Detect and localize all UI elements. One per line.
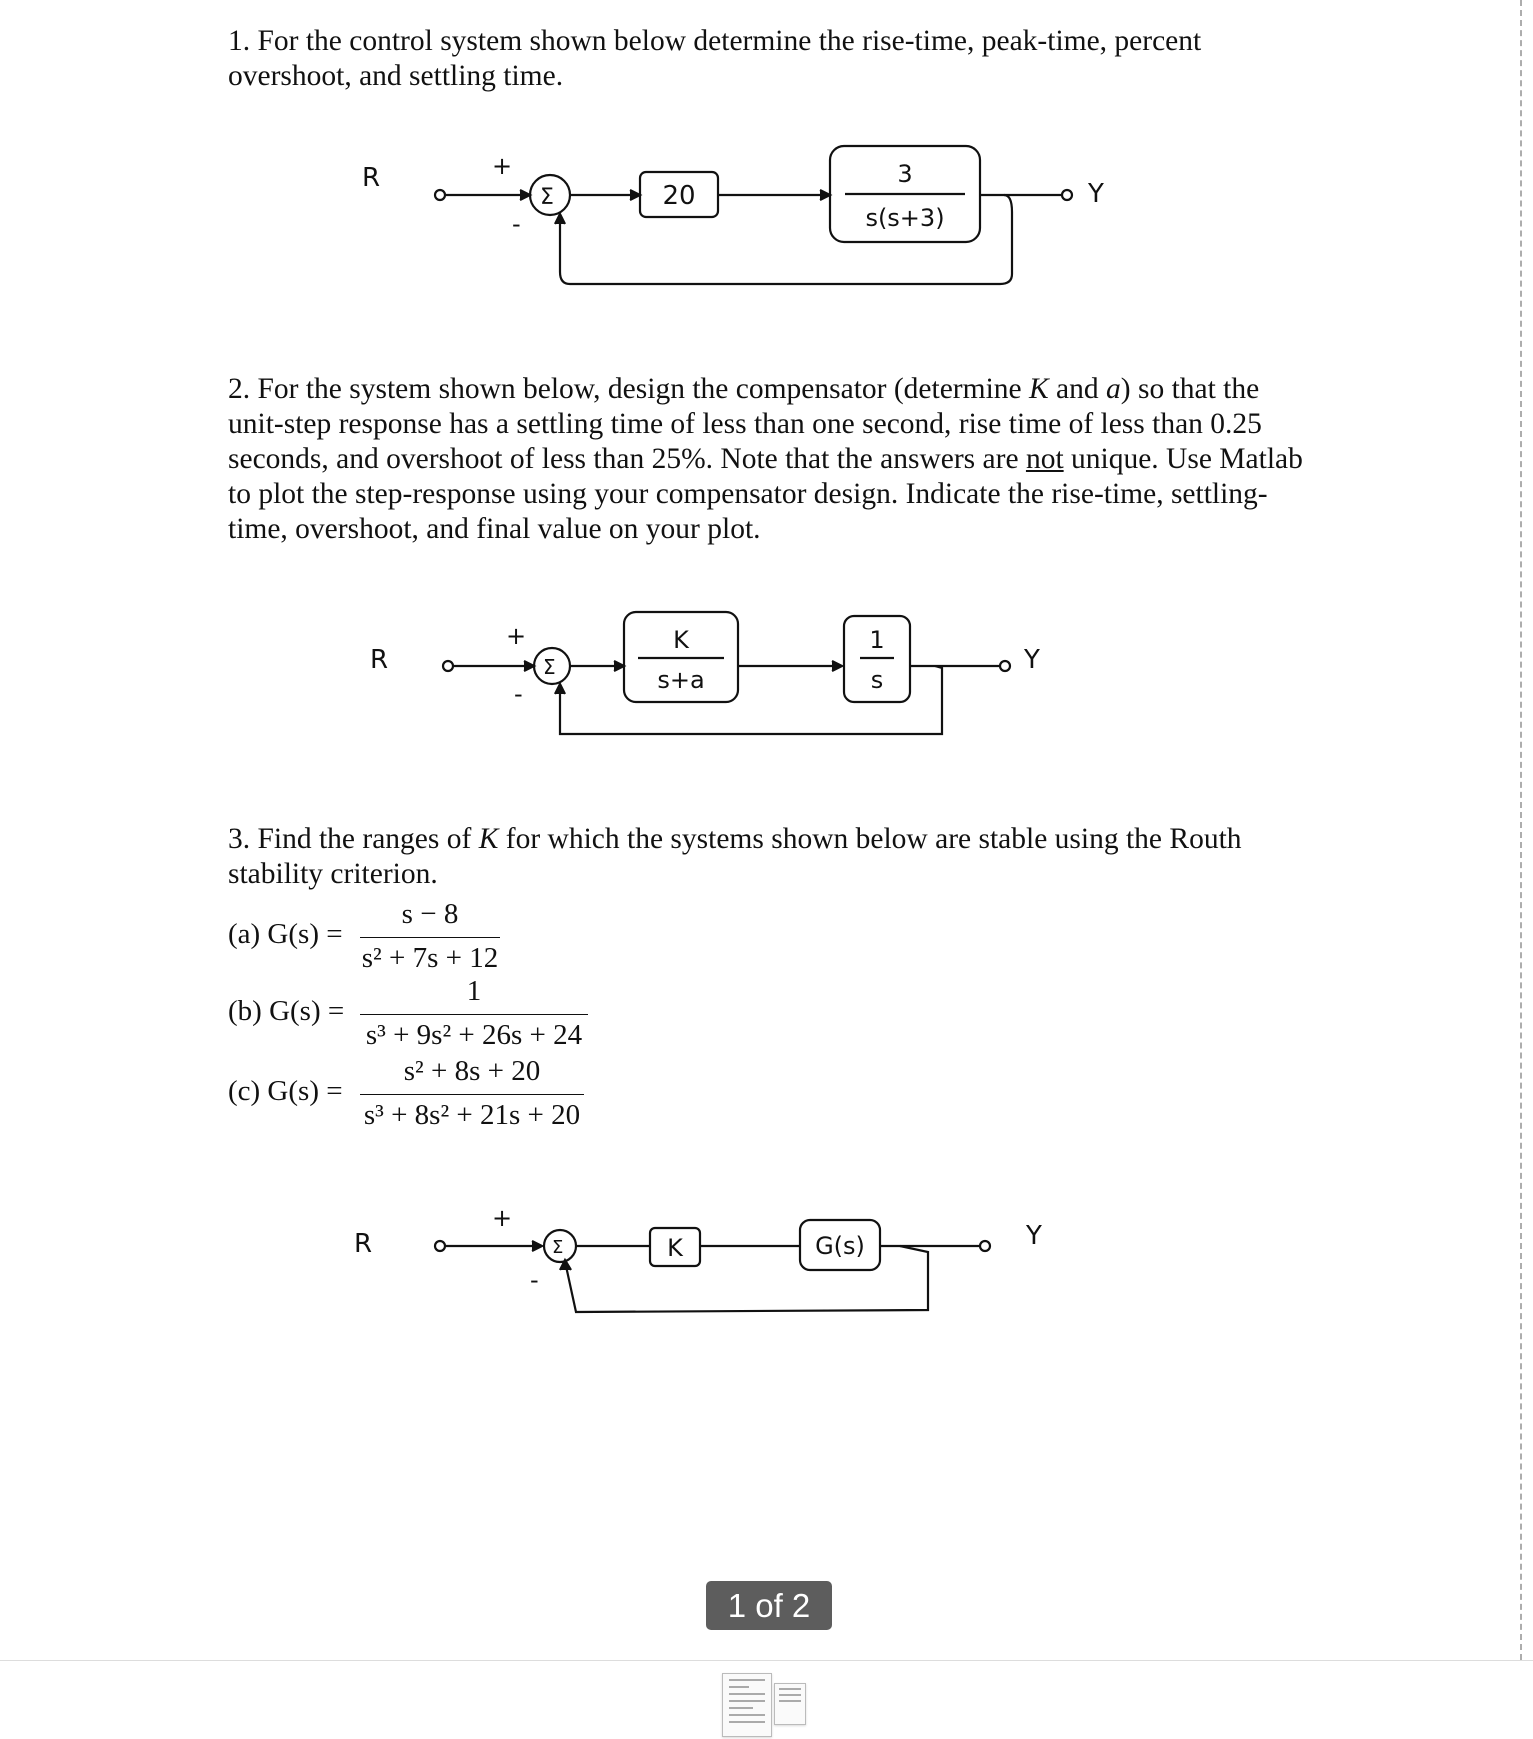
- equation-c-fraction-bar: [360, 1094, 584, 1095]
- d3-feedback-path: [566, 1246, 928, 1312]
- problem-3-text-a: Find the ranges of: [257, 823, 472, 855]
- problem-3-number: 3.: [228, 823, 251, 855]
- equation-a-fraction-bar: [360, 937, 500, 938]
- d1-sum-symbol: Σ: [540, 185, 554, 210]
- problem-3-text-b: for which the systems shown below are stable using the Routh stability criterion.: [228, 823, 1242, 890]
- problem-2-text-c: unique. Use Matlab to plot the step-response using your compensator design. Indicate the rise-time, settling-time, overshoot, and final value on your plot.: [228, 443, 1303, 545]
- d2-output-label: Y: [1024, 645, 1040, 675]
- problem-2-var-k: K: [1028, 373, 1049, 405]
- d3-sum-symbol: Σ: [552, 1237, 564, 1258]
- problem-2-text-a: For the system shown below, design the compensator (determine: [257, 373, 1022, 405]
- problem-3-var-k: K: [478, 823, 499, 855]
- d3-gain-text: K: [667, 1234, 683, 1262]
- problem-1-number: 1.: [228, 25, 251, 57]
- d2-input-label: R: [370, 645, 389, 675]
- d2-minus-sign: -: [514, 680, 523, 708]
- equation-c-denominator: s³ + 8s² + 21s + 20: [363, 1099, 581, 1131]
- d2-input-node: [443, 661, 453, 671]
- equation-a-denominator: s² + 7s + 12: [361, 942, 499, 974]
- problem-1-text: For the control system shown below determine the rise-time, peak-time, percent overshoot, and settling time.: [228, 25, 1202, 92]
- d2-compensator-denominator: s+a: [657, 666, 705, 694]
- problem-2-not: not: [1025, 443, 1064, 475]
- problem-3: [228, 822, 1308, 892]
- d1-plus-sign: +: [492, 152, 513, 180]
- d2-integrator-numerator: 1: [869, 626, 885, 654]
- d1-input-label: R: [362, 163, 381, 193]
- equation-b-label: (b) G(s) =: [228, 995, 345, 1027]
- page-thumbnail-1[interactable]: [722, 1673, 772, 1737]
- equation-c-fraction: [360, 1055, 584, 1132]
- block-diagram-3: [340, 1208, 1060, 1328]
- problem-2-text-b: ) so that the unit-step response has a settling time of less than one second, rise time of less than 0.25 seconds, and overshoot of less than 25%. Note that the answers are: [228, 373, 1262, 475]
- d3-plus-sign: +: [492, 1208, 513, 1232]
- problem-2-and: and: [1056, 373, 1099, 405]
- equation-a-numerator: s − 8: [401, 898, 459, 930]
- d3-input-label: R: [354, 1229, 373, 1259]
- problem-2-var-a: a: [1106, 373, 1121, 405]
- block-diagram-2: [360, 608, 1080, 758]
- equation-c-label: (c) G(s) =: [228, 1075, 343, 1107]
- equation-b-fraction: [360, 975, 588, 1052]
- d1-minus-sign: -: [512, 210, 521, 238]
- d2-sum-symbol: Σ: [543, 655, 556, 679]
- equation-b-denominator: s³ + 9s² + 26s + 24: [365, 1019, 583, 1051]
- d2-compensator-numerator: K: [673, 626, 689, 654]
- d3-output-label: Y: [1026, 1221, 1042, 1251]
- equation-b-numerator: 1: [466, 975, 482, 1007]
- problem-2: [228, 372, 1308, 547]
- d3-output-node: [980, 1241, 990, 1251]
- d2-output-node: [1000, 661, 1010, 671]
- d1-plant-numerator: 3: [897, 160, 913, 188]
- page-thumbnail-2[interactable]: [774, 1683, 806, 1725]
- problem-1: [228, 24, 1308, 94]
- page-edge: [1520, 0, 1526, 1660]
- d1-gain-text: 20: [662, 181, 696, 211]
- equation-c-numerator: s² + 8s + 20: [403, 1055, 541, 1087]
- problem-2-number: 2.: [228, 373, 251, 405]
- page-indicator: 1 of 2: [706, 1581, 832, 1630]
- equation-a-fraction: [360, 898, 500, 975]
- d3-minus-sign: -: [530, 1266, 539, 1294]
- page-thumbnail-bar: [0, 1660, 1533, 1739]
- d1-plant-denominator: s(s+3): [865, 204, 945, 232]
- d2-integrator-denominator: s: [870, 666, 884, 694]
- d3-plant-text: G(s): [815, 1232, 865, 1260]
- d2-plus-sign: +: [506, 622, 527, 650]
- d1-output-label: Y: [1088, 179, 1104, 209]
- block-diagram-1: [340, 132, 1140, 302]
- equation-a-label: (a) G(s) =: [228, 918, 343, 950]
- d2-feedback-path: [560, 666, 942, 734]
- d1-input-node: [435, 190, 445, 200]
- d1-output-node: [1062, 190, 1072, 200]
- equation-b-fraction-bar: [360, 1014, 588, 1015]
- d3-input-node: [435, 1241, 445, 1251]
